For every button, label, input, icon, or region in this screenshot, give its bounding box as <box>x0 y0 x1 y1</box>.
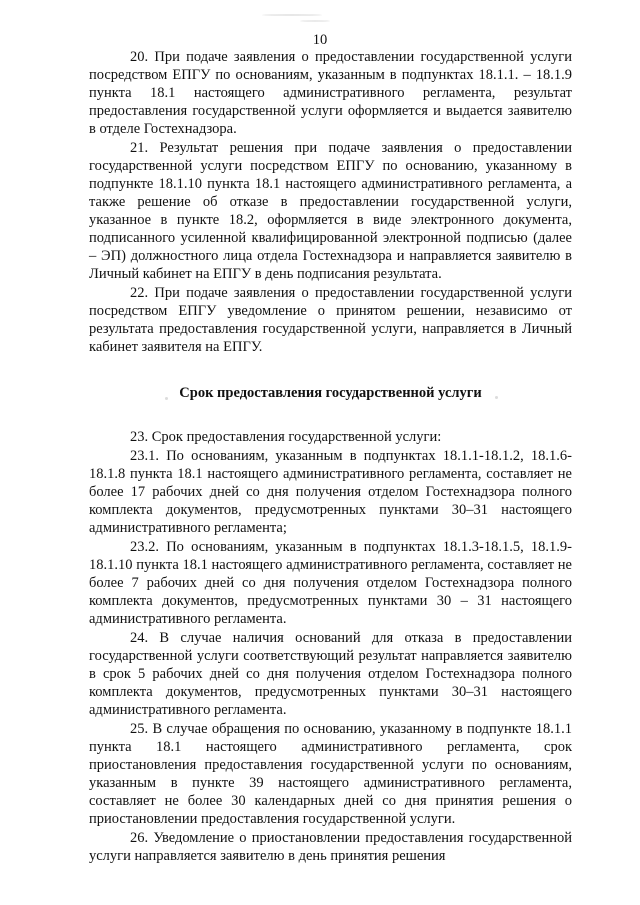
scan-speck <box>165 397 168 400</box>
paragraph-23-1: 23.1. По основаниям, указанным в подпунктах 18.1.1-18.1.2, 18.1.6-18.1.8 пункта 18.1 настоящего административного регламента, составляет не более 17 рабочих дней со дня получения отделом Гостехнадзора полного комплекта документов, предусмотренных пунктами 30–31 настоящего административного регламента; <box>89 448 572 536</box>
paragraph-21: 21. Результат решения при подаче заявления о предоставлении государственной услуги посредством ЕПГУ по основанию, указанному в подпункте 18.1.10 пункта 18.1 настоящего административного регламента, а также решение об отказе в предоставлении государственной услуги, указанное в пункте 18.2, оформляется в виде электронного документа, подписанного усиленной квалифицированной электронной подписью (далее – ЭП) должностного лица отдела Гостехнадзора и направляется заявителю в Личный кабинет на ЕПГУ в день подписания результата. <box>89 140 572 282</box>
page-number: 10 <box>312 32 328 48</box>
scan-speck <box>495 396 498 399</box>
paragraph-25: 25. В случае обращения по основанию, указанному в подпункте 18.1.1 пункта 18.1 настоящего административного регламента, срок приостановления предоставления государственной услуги по основаниям, указанным в пункте 39 настоящего административного регламента, составляет не более 30 календарных дней со дня принятия решения о приостановлении предоставления государственной услуги. <box>89 721 572 827</box>
scan-speck <box>262 14 322 16</box>
paragraph-26: 26. Уведомление о приостановлении предоставления государственной услуги направляется заявителю в день принятия решения <box>89 830 572 864</box>
paragraph-24: 24. В случае наличия оснований для отказа в предоставлении государственной услуги соответствующий результат направляется заявителю в срок 5 рабочих дней со дня получения отделом Гостехнадзора полного комплекта документов, предусмотренных пунктами 30–31 настоящего административного регламента. <box>89 630 572 718</box>
paragraph-23: 23. Срок предоставления государственной услуги: <box>130 429 442 445</box>
scan-speck <box>300 20 330 22</box>
document-body <box>89 48 572 865</box>
paragraph-22: 22. При подаче заявления о предоставлении государственной услуги посредством ЕПГУ уведомление о принятом решении, независимо от результата предоставления государственной услуги, направляется в Личный кабинет заявителя на ЕПГУ. <box>89 285 572 355</box>
section-heading: Срок предоставления государственной услуги <box>179 385 482 401</box>
paragraph-20: 20. При подаче заявления о предоставлении государственной услуги посредством ЕПГУ по основаниям, указанным в подпунктах 18.1.1. – 18.1.9 пункта 18.1 настоящего административного регламента, результат предоставления государственной услуги оформляется и выдается заявителю в отделе Гостехнадзора. <box>89 49 572 137</box>
paragraph-23-2: 23.2. По основаниям, указанным в подпунктах 18.1.3-18.1.5, 18.1.9-18.1.10 пункта 18.1 настоящего административного регламента, составляет не более 7 рабочих дней со дня получения отделом Гостехнадзора полного комплекта документов, предусмотренных пунктами 30 – 31 настоящего административного регламента. <box>89 539 572 627</box>
